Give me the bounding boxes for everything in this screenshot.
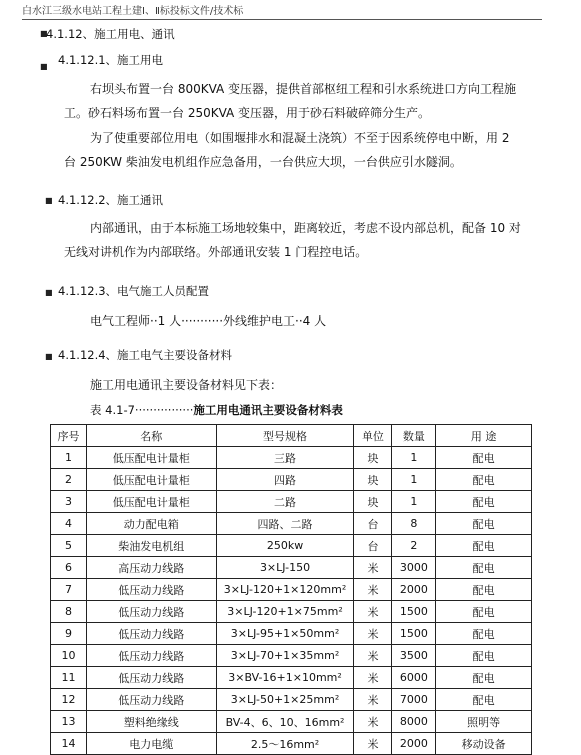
table-cell: 米 [354,733,392,755]
bullet-mark: ■ [40,29,48,38]
table-cell: 8 [51,601,87,623]
table-cell: 2 [51,469,87,491]
table-header-row [51,425,532,447]
subsection-heading-2: 4.1.12.2、施工通讯 [58,193,164,207]
table-cell: 6000 [392,667,436,689]
table-cell: 7 [51,579,87,601]
table-cell: 配电 [436,579,532,601]
table-caption-number: 表 4.1-7················ [90,403,194,417]
table-cell: 低压动力线路 [86,623,216,645]
table-row [51,601,532,623]
table-row [51,667,532,689]
table-cell: 配电 [436,689,532,711]
table-cell: 配电 [436,667,532,689]
table-cell: 低压动力线路 [86,689,216,711]
table-cell: 配电 [436,469,532,491]
paragraph-comm: 内部通讯，由于本标施工场地较集中，距离较近，考虑不设内部总机，配备 10 对无线对讲机作为内部联络。外部通讯安装 1 门程控电话。 [64,221,521,259]
table-cell: BV-4、6、10、16mm² [216,711,354,733]
table-cell: 台 [354,513,392,535]
subsection-heading-1: 4.1.12.1、施工用电 [58,53,164,67]
table-cell: 低压动力线路 [86,601,216,623]
table-cell: 配电 [436,447,532,469]
subsection-heading-4: 4.1.12.4、施工电气主要设备材料 [58,348,233,362]
table-cell: 6 [51,557,87,579]
table-cell: 四路 [216,469,354,491]
table-cell: 柴油发电机组 [86,535,216,557]
table-cell: 动力配电箱 [86,513,216,535]
table-cell: 1 [392,469,436,491]
table-cell: 二路 [216,491,354,513]
table-cell: 移动设备 [436,733,532,755]
table-cell: 配电 [436,491,532,513]
bullet-mark: ■ [45,352,53,361]
table-row [51,689,532,711]
table-cell: 1 [51,447,87,469]
table-cell: 5 [51,535,87,557]
table-cell: 3×LJ-50+1×25mm² [216,689,354,711]
table-row [51,623,532,645]
table-cell: 8000 [392,711,436,733]
table-row [51,711,532,733]
column-header: 用 途 [436,425,532,447]
table-cell: 11 [51,667,87,689]
table-row [51,535,532,557]
table-cell: 14 [51,733,87,755]
table-cell: 4 [51,513,87,535]
table-row [51,733,532,755]
table-cell: 配电 [436,623,532,645]
table-cell: 米 [354,711,392,733]
table-cell: 3×BV-16+1×10mm² [216,667,354,689]
table-cell: 1500 [392,601,436,623]
table-cell: 10 [51,645,87,667]
table-cell: 配电 [436,513,532,535]
table-cell: 低压动力线路 [86,579,216,601]
table-cell: 3×LJ-120+1×120mm² [216,579,354,601]
table-cell: 米 [354,623,392,645]
table-cell: 低压配电计量柜 [86,469,216,491]
table-cell: 块 [354,491,392,513]
page-header: 白水江三级水电站工程土建Ⅰ、Ⅱ标投标文件/技术标 [22,2,542,20]
table-cell: 1 [392,447,436,469]
table-row [51,645,532,667]
table-cell: 3 [51,491,87,513]
column-header: 数量 [392,425,436,447]
table-cell: 电力电缆 [86,733,216,755]
table-cell: 7000 [392,689,436,711]
table-cell: 米 [354,645,392,667]
table-row [51,447,532,469]
table-cell: 高压动力线路 [86,557,216,579]
table-row [51,513,532,535]
table-cell: 低压配电计量柜 [86,447,216,469]
table-cell: 3000 [392,557,436,579]
table-cell: 米 [354,557,392,579]
table-cell: 250kw [216,535,354,557]
table-cell: 块 [354,447,392,469]
staff-line: 电气工程师··1 人···········外线维护电工··4 人 [90,314,327,328]
table-cell: 2 [392,535,436,557]
table-cell: 配电 [436,535,532,557]
bullet-mark: ■ [40,62,48,71]
table-row [51,557,532,579]
table-cell: 9 [51,623,87,645]
table-cell: 3×LJ-120+1×75mm² [216,601,354,623]
table-cell: 1500 [392,623,436,645]
section-heading: 4.1.12、施工用电、通讯 [46,27,175,41]
equipment-table [50,424,532,755]
table-cell: 3×LJ-150 [216,557,354,579]
table-cell: 塑料绝缘线 [86,711,216,733]
column-header: 单位 [354,425,392,447]
paragraph-power-2: 为了使重要部位用电（如围堰排水和混凝土浇筑）不至于因系统停电中断，用 2 台 250KW 柴油发电机组作应急备用，一台供应大坝，一台供应引水隧洞。 [64,131,510,169]
table-cell: 配电 [436,557,532,579]
table-row [51,491,532,513]
table-cell: 3×LJ-95+1×50mm² [216,623,354,645]
column-header: 型号规格 [216,425,354,447]
column-header: 名称 [86,425,216,447]
table-cell: 四路、二路 [216,513,354,535]
paragraph-power-1: 右坝头布置一台 800KVA 变压器，提供首部枢纽工程和引水系统进口方向工程施工。砂石料场布置一台 250KVA 变压器，用于砂石料破碎筛分生产。 [64,82,517,120]
table-cell: 1 [392,491,436,513]
table-row [51,469,532,491]
table-cell: 块 [354,469,392,491]
table-cell: 3×LJ-70+1×35mm² [216,645,354,667]
table-cell: 2000 [392,733,436,755]
table-cell: 2.5～16mm² [216,733,354,755]
table-intro: 施工用电通讯主要设备材料见下表： [90,378,283,392]
table-cell: 8 [392,513,436,535]
table-cell: 3500 [392,645,436,667]
table-cell: 照明等 [436,711,532,733]
table-cell: 配电 [436,601,532,623]
table-cell: 米 [354,667,392,689]
bullet-mark: ■ [45,196,53,205]
table-cell: 低压动力线路 [86,645,216,667]
table-cell: 台 [354,535,392,557]
table-cell: 12 [51,689,87,711]
table-row [51,579,532,601]
subsection-heading-3: 4.1.12.3、电气施工人员配置 [58,284,210,298]
table-cell: 米 [354,579,392,601]
table-cell: 低压配电计量柜 [86,491,216,513]
table-caption [90,402,343,418]
table-cell: 三路 [216,447,354,469]
table-cell: 米 [354,689,392,711]
table-cell: 米 [354,601,392,623]
table-caption-title: 施工用电通讯主要设备材料表 [193,403,343,417]
table-cell: 13 [51,711,87,733]
table-cell: 低压动力线路 [86,667,216,689]
table-cell: 2000 [392,579,436,601]
table-cell: 配电 [436,645,532,667]
column-header: 序号 [51,425,87,447]
bullet-mark: ■ [45,288,53,297]
table-body [51,447,532,755]
